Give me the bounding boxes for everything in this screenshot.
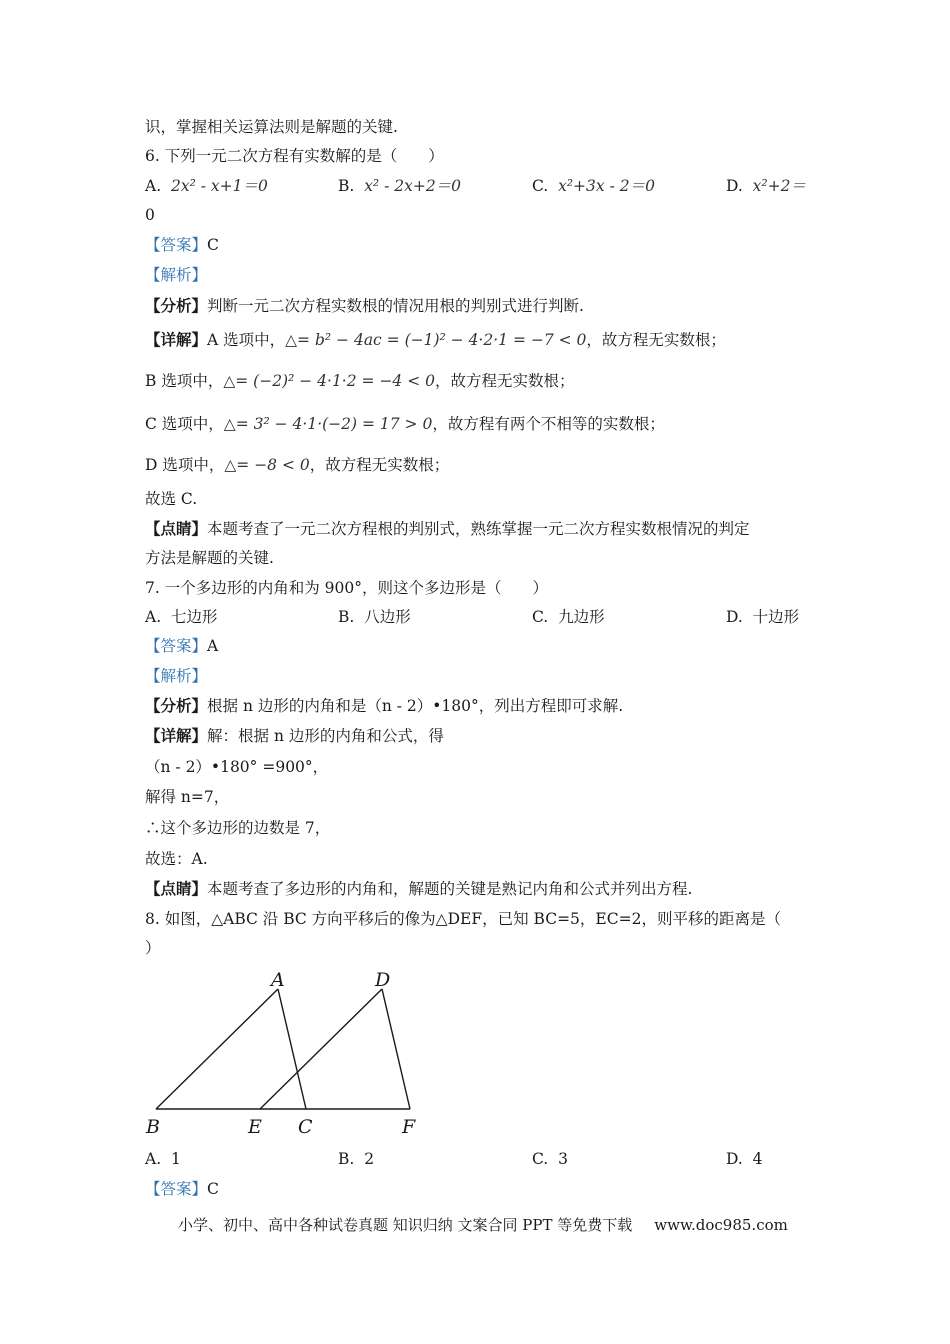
q6-option-c: C. x²+3x - 2＝0	[532, 177, 655, 195]
q8-option-b: B. 2	[338, 1150, 375, 1168]
q7-xiangjie: 【详解】解：根据 n 边形的内角和公式，得	[145, 726, 444, 745]
q7-stem: 7. 一个多边形的内角和为 900°，则这个多边形是（ ）	[145, 579, 548, 597]
label-c: C	[298, 1116, 313, 1138]
label-e: E	[248, 1116, 262, 1138]
q7-fenxi: 【分析】根据 n 边形的内角和是（n - 2）•180°，列出方程即可求解.	[145, 696, 624, 715]
q7-step-3: ∴这个多边形的边数是 7，	[145, 819, 331, 837]
footer-url[interactable]: www.doc985.com	[654, 1216, 788, 1234]
answer-tag: 【答案】	[145, 236, 208, 254]
q7-option-a: A. 七边形	[145, 608, 218, 626]
q6-analysis-tag: 【解析】	[145, 266, 208, 284]
label-a: A	[271, 969, 285, 991]
q6-dianjing-2: 方法是解题的关键.	[145, 549, 274, 567]
q8-option-d: D. 4	[726, 1150, 763, 1168]
q6-stem: 6. 下列一元二次方程有实数解的是（ ）	[145, 147, 444, 165]
q6-detail-d: D 选项中，△= −8 < 0，故方程无实数根；	[145, 456, 450, 474]
q7-step-2: 解得 n=7，	[145, 788, 230, 806]
q8-option-a: A. 1	[145, 1150, 181, 1168]
q6-dianjing-1: 【点睛】本题考查了一元二次方程根的判别式，熟练掌握一元二次方程实数根情况的判定	[145, 519, 750, 538]
q7-step-4: 故选：A.	[145, 850, 208, 868]
segment-ac	[278, 989, 306, 1109]
label-f: F	[402, 1116, 416, 1138]
q7-option-c: C. 九边形	[532, 608, 605, 626]
q7-analysis-tag: 【解析】	[145, 667, 208, 685]
answer-tag: 【答案】	[145, 1180, 208, 1198]
q7-option-b: B. 八边形	[338, 608, 411, 626]
answer-tag: 【答案】	[145, 637, 208, 655]
q6-option-d-wrap: 0	[145, 206, 155, 224]
label-d: D	[375, 969, 391, 991]
segment-ed	[260, 989, 382, 1109]
footer-text: 小学、初中、高中各种试卷真题 知识归纳 文案合同 PPT 等免费下载	[178, 1216, 633, 1234]
q6-detail-a: 【详解】A 选项中，△= b² − 4ac = (−1)² − 4·2·1 = −7 < 0，故方程无实数根；	[145, 330, 726, 349]
q6-option-b: B. x² - 2x+2＝0	[338, 177, 462, 195]
q7-step-1: （n - 2）•180° =900°，	[145, 758, 329, 776]
q8-answer: 【答案】C	[145, 1180, 219, 1198]
intro-line: 识，掌握相关运算法则是解题的关键.	[145, 118, 398, 136]
label-b: B	[146, 1116, 160, 1138]
q6-option-a: A. 2x² - x+1＝0	[145, 177, 268, 195]
q8-stem-2: ）	[145, 939, 161, 957]
q6-fenxi: 【分析】判断一元二次方程实数根的情况用根的判别式进行判断.	[145, 296, 584, 315]
q7-answer: 【答案】A	[145, 637, 219, 655]
q6-conclusion: 故选 C.	[145, 490, 198, 508]
translation-figure	[140, 965, 440, 1145]
segment-df	[382, 989, 410, 1109]
q8-stem-1: 8. 如图，△ABC 沿 BC 方向平移后的像为△DEF，已知 BC=5，EC=2，则平移的距离是（	[145, 910, 781, 928]
q6-answer: 【答案】C	[145, 236, 219, 254]
q7-option-d: D. 十边形	[726, 608, 800, 626]
q7-dianjing: 【点睛】本题考查了多边形的内角和，解题的关键是熟记内角和公式并列出方程.	[145, 879, 693, 898]
segment-ba	[156, 989, 278, 1109]
q8-option-c: C. 3	[532, 1150, 568, 1168]
q6-option-d: D. x²+2＝	[726, 177, 806, 195]
q6-detail-b: B 选项中，△= (−2)² − 4·1·2 = −4 < 0，故方程无实数根；	[145, 372, 575, 390]
page-footer	[178, 1214, 788, 1235]
q6-detail-c: C 选项中，△= 3² − 4·1·(−2) = 17 > 0，故方程有两个不相等的实数根；	[145, 415, 665, 433]
